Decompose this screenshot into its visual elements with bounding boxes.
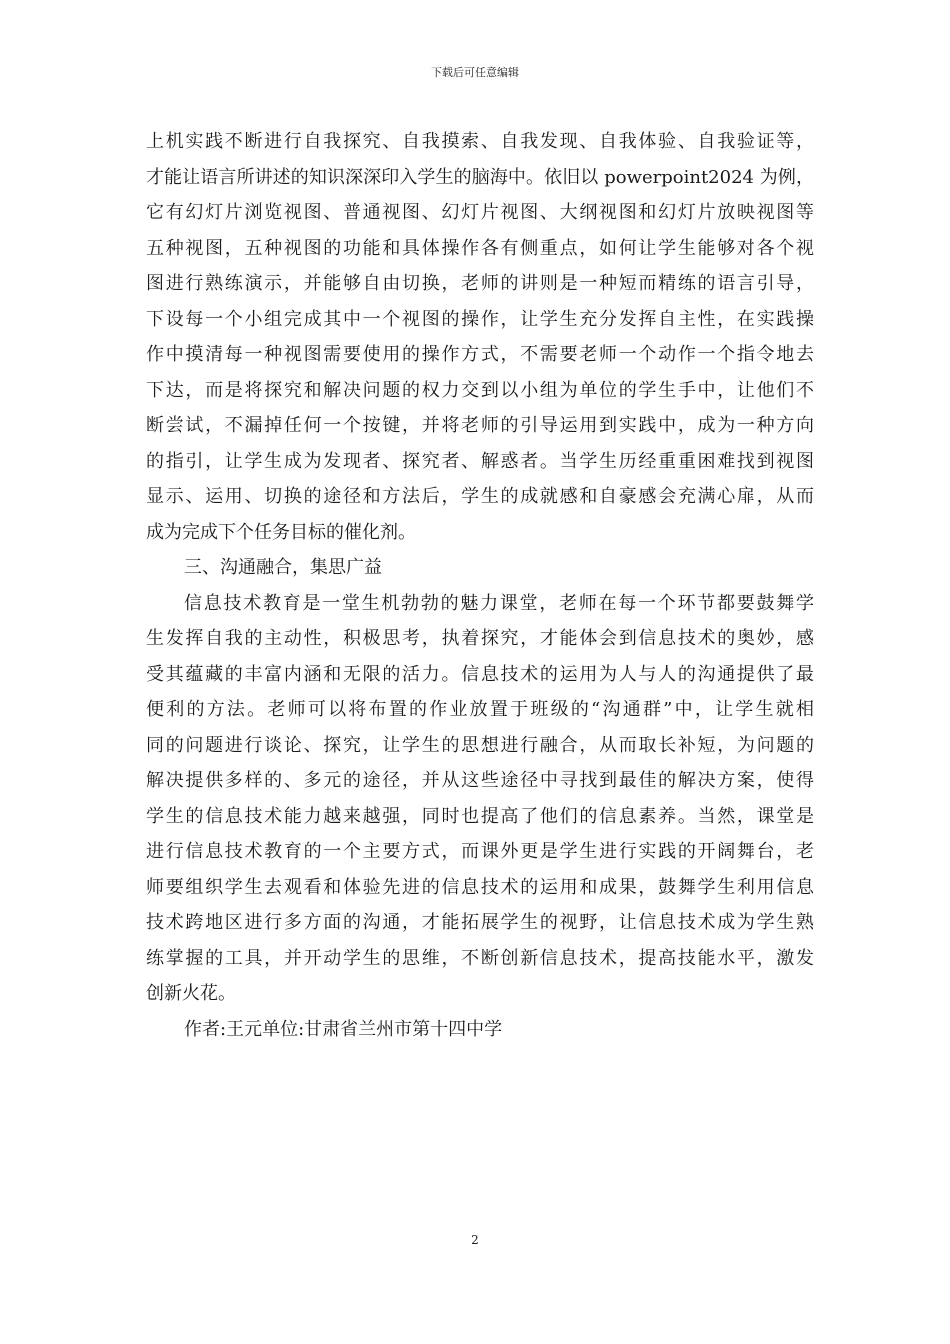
text-line: 的指引，让学生成为发现者、探究者、解惑者。当学生历经重重困难找到视图 [146,450,814,472]
text-line: 上机实践不断进行自我探究、自我摸索、自我发现、自我体验、自我验证等， [146,131,814,152]
text-line: 下达，而是将探究和解决问题的权力交到以小组为单位的学生手中，让他们不 [146,379,814,401]
paragraph-1 [146,124,814,550]
section-heading: 三、沟通融合，集思广益 [184,557,382,578]
text-line: 作中摸清每一种视图需要使用的操作方式，不需要老师一个动作一个指令地去 [146,344,814,365]
text-line: 受其蕴藏的丰富内涵和无限的活力。信息技术的运用为人与人的沟通提供了最 [146,663,814,685]
text-line: 五种视图，五种视图的功能和具体操作各有侧重点，如何让学生能够对各个视 [146,237,814,259]
text-line: 解决提供多样的、多元的途径，并从这些途径中寻找到最佳的解决方案，使得 [146,770,814,791]
text-line: 技术跨地区进行多方面的沟通，才能拓展学生的视野，让信息技术成为学生熟 [146,912,814,933]
page-header: 下载后可任意编辑 [431,66,519,79]
text-line: 下设每一个小组完成其中一个视图的操作，让学生充分发挥自主性，在实践操 [146,308,814,330]
text-line: 图进行熟练演示，并能够自由切换，老师的讲则是一种短而精练的语言引导， [146,273,814,294]
text-line: 它有幻灯片浏览视图、普通视图、幻灯片视图、大纲视图和幻灯片放映视图等 [146,202,814,223]
text-line: 便利的方法。老师可以将布置的作业放置于班级的“沟通群”中，让学生就相 [146,699,814,720]
text-line: 进行信息技术教育的一个主要方式，而课外更是学生进行实践的开阔舞台，老 [146,841,814,862]
text-line: 同的问题进行谈论、探究，让学生的思想进行融合，从而取长补短，为问题的 [146,734,814,756]
text-line: 生发挥自我的主动性，积极思考，执着探究，才能体会到信息技术的奥妙，感 [146,628,814,649]
author-line: 作者:王元单位:甘肃省兰州市第十四中学 [184,1018,503,1040]
text-line: 学生的信息技术能力越来越强，同时也提高了他们的信息素养。当然，课堂是 [146,805,814,827]
text-line: 显示、运用、切换的途径和方法后，学生的成就感和自豪感会充满心扉，从而 [146,486,814,507]
text-line: 创新火花。 [146,983,236,1004]
paragraph-2 [146,586,814,1012]
text-line: 断尝试，不漏掉任何一个按键，并将老师的引导运用到实践中，成为一种方向 [146,415,814,436]
text-line: 练掌握的工具，并开动学生的思维，不断创新信息技术，提高技能水平，激发 [146,947,814,969]
text-line: 才能让语言所讲述的知识深深印入学生的脑海中。依旧以 powerpoint2024 为例， [146,166,814,188]
page-number: 2 [471,1233,479,1247]
document-body [146,124,814,1047]
text-line: 师要组织学生去观看和体验先进的信息技术的运用和成果，鼓舞学生利用信息 [146,876,814,898]
text-line: 成为完成下个任务目标的催化剂。 [146,521,416,543]
text-line: 信息技术教育是一堂生机勃勃的魅力课堂，老师在每一个环节都要鼓舞学 [184,592,814,614]
